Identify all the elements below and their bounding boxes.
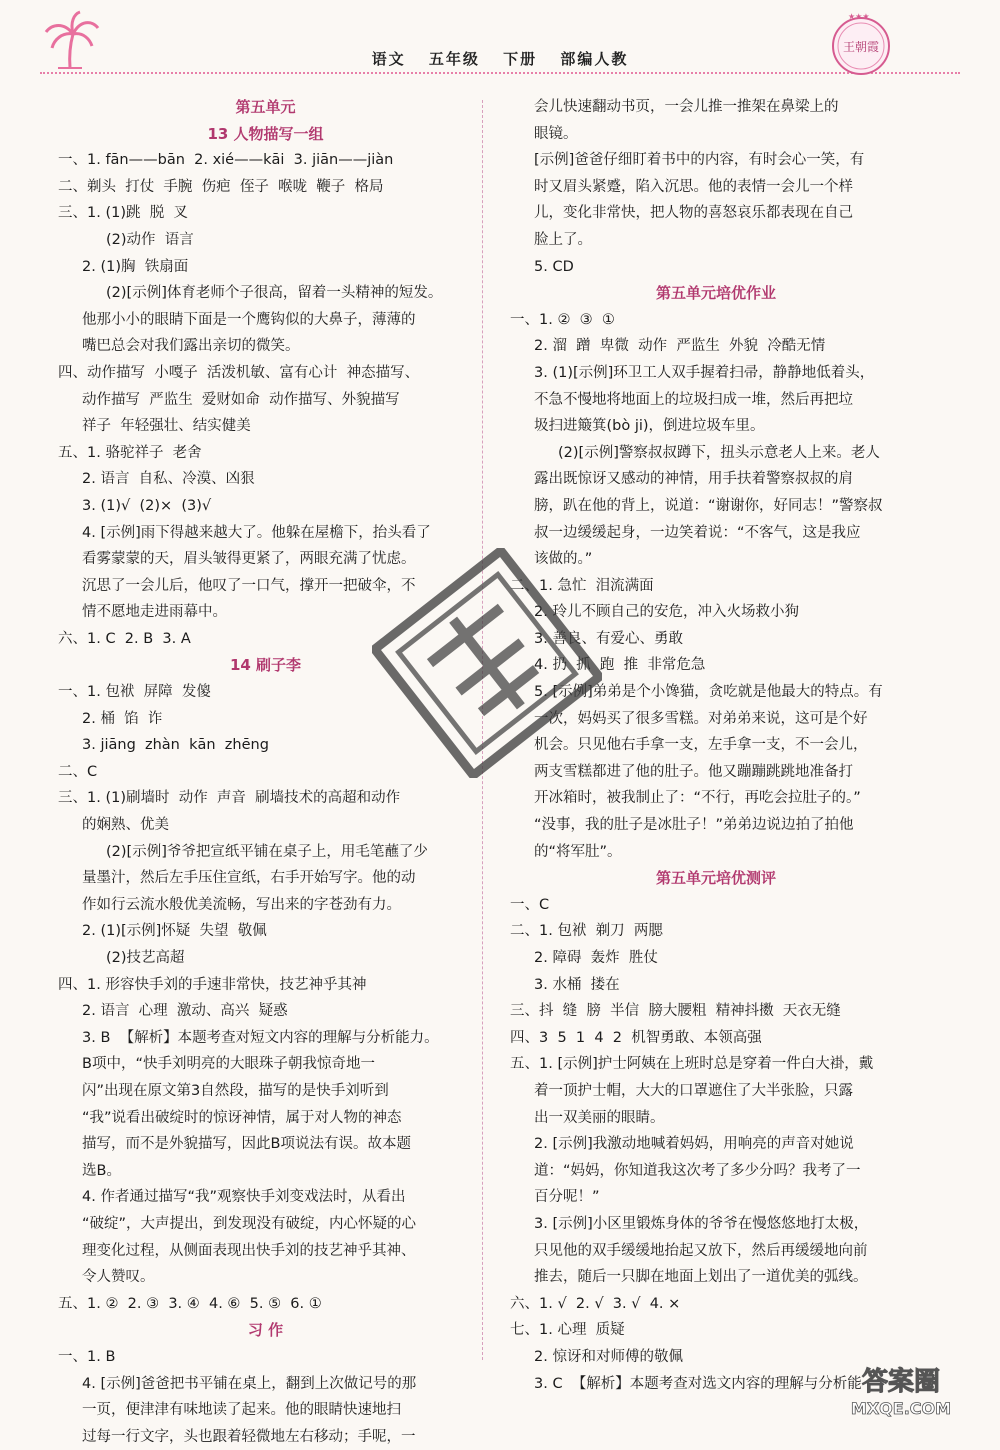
answer-line: 祥子 年轻强壮、结实健美: [82, 418, 251, 435]
logo-text: 王朝霞: [842, 40, 880, 54]
answer-line: (2)动作 语言: [106, 231, 194, 248]
answer-line: 情不愿地走进雨幕中。: [82, 604, 227, 621]
answer-line: 4. 扔 抓 跑 推 非常危急: [534, 657, 706, 674]
answer-line: 眼镜。: [534, 125, 578, 142]
answer-line: 4. [示例]雨下得越来越大了。他躲在屋檐下，抬头看了: [82, 524, 431, 541]
answer-line: 2. (1)[示例]怀疑 失望 敬佩: [82, 923, 267, 940]
answer-line: 五、1. [示例]护士阿姨在上班时总是穿着一件白大褂，戴: [510, 1056, 874, 1073]
answer-line: 二、1. 包袱 剃刀 两腮: [510, 923, 663, 940]
answer-line: 2. 惊讶和对师傅的敬佩: [534, 1348, 683, 1365]
answer-line: 一、1. fān——bān 2. xié——kāi 3. jiān——jiàn: [58, 152, 394, 169]
section-heading: 第五单元培优作业: [655, 284, 776, 303]
answer-line: 时又眉头紧蹙，陷入沉思。他的表情一会儿一个样: [534, 178, 853, 195]
section-heading: 第五单元: [235, 98, 296, 116]
answer-line: 一、1. ② ③ ①: [510, 311, 615, 328]
answer-line: 3. B 【解析】本题考查对短文内容的理解与分析能力。: [82, 1029, 439, 1046]
answer-line: 开冰箱时，被我制止了：“不行，再吃会拉肚子的。”: [534, 790, 861, 807]
answer-line: 过每一行文字，头也跟着轻微地左右移动；手呢，一: [82, 1428, 416, 1445]
answer-line: 2. 桶 馅 诈: [82, 710, 163, 727]
brand-logo: [826, 10, 896, 80]
answer-line: 3. (1)√ (2)× (3)√: [82, 497, 212, 514]
answer-line: (2)技艺高超: [106, 950, 185, 966]
answer-line: 四、3 5 1 4 2 机智勇敢、本领高强: [510, 1029, 762, 1046]
answer-line: 露出既惊讶又感动的神情，用手扶着警察叔叔的肩: [534, 471, 853, 488]
answer-line: 圾扫进簸箕(bò ji)，倒进垃圾车里。: [534, 418, 765, 435]
answer-line: 一、1. 包袱 屏障 发傻: [58, 684, 211, 701]
header-term: 下册: [503, 50, 538, 68]
answer-line: 四、动作描写 小嘎子 活泼机敏、富有心计 神态描写、: [58, 364, 420, 381]
answer-line: 3. jiāng zhàn kān zhēng: [82, 737, 269, 754]
answer-line: B项中，“快手刘明亮的大眼珠子朝我惊奇地一: [82, 1056, 375, 1073]
answer-line: 一、C: [510, 896, 550, 913]
answer-line: 选B。: [82, 1162, 121, 1179]
answer-line: 膀，趴在他的背上，说道：“谢谢你，好同志！”警察叔: [534, 497, 883, 514]
answer-line: 量墨汁，然后左手压住宣纸，右手开始写字。他的动: [82, 870, 416, 887]
answer-line: 五、1. ② 2. ③ 3. ④ 4. ⑥ 5. ⑤ 6. ①: [58, 1295, 322, 1312]
answer-line: 看雾蒙蒙的天，眉头皱得更紧了，两眼充满了忧虑。: [82, 551, 416, 568]
site-watermark: [826, 1360, 976, 1420]
answer-line: 3. C 【解析】本题考查对选文内容的理解与分析能: [534, 1375, 862, 1392]
answer-line: 着一顶护士帽，大大的口罩遮住了大半张脸，只露: [534, 1082, 853, 1099]
answer-line: “没事，我的肚子是冰肚子！”弟弟边说边拍了拍他: [534, 817, 854, 834]
answer-line: 二、剃头 打仗 手腕 伤疤 侄子 喉咙 鞭子 格局: [58, 178, 384, 195]
answer-line: [示例]爸爸仔细盯着书中的内容，有时会心一笑，有: [534, 152, 865, 169]
answer-line: 2. [示例]我激动地喊着妈妈，用响亮的声音对她说: [534, 1136, 854, 1153]
answer-line: 只见他的双手缓缓地抬起又放下，然后再缓缓地向前: [534, 1242, 868, 1259]
header-subject: 语文: [371, 50, 406, 68]
answer-line: 令人赞叹。: [82, 1269, 155, 1286]
answer-line: 2. 语言 心理 激动、高兴 疑惑: [82, 1003, 288, 1020]
answer-line: 三、1. (1)跳 脱 叉: [58, 205, 188, 222]
answer-line: 2. 语言 自私、冷漠、凶狠: [82, 471, 255, 488]
answer-line: 5. CD: [534, 258, 574, 275]
page-header: [0, 0, 1000, 80]
answer-line: 动作描写 严监生 爱财如命 动作描写、外貌描写: [82, 391, 400, 408]
section-heading: 13 人物描写一组: [207, 124, 324, 143]
answer-line: 4. 作者通过描写“我”观察快手刘变戏法时，从看出: [82, 1189, 406, 1206]
answer-line: 推去，随后一只脚在地面上划出了一道优美的弧线。: [534, 1269, 868, 1286]
answer-line: 2. 障碍 轰炸 胜仗: [534, 950, 658, 966]
section-heading: 第五单元培优测评: [655, 869, 776, 888]
answer-line: 不急不慢地将地面上的垃圾扫成一堆，然后再把垃: [534, 391, 853, 408]
answer-line: 描写，而不是外貌描写，因此B项说法有误。故本题: [82, 1136, 411, 1153]
site-logo-text: 答案圈: [861, 1367, 941, 1397]
answer-line: 儿，变化非常快，把人物的喜怒哀乐都表现在自己: [534, 205, 853, 222]
answer-line: 3. (1)[示例]环卫工人双手握着扫帚，静静地低着头，: [534, 364, 875, 381]
answer-line: 2. (1)胸 铁扇面: [82, 258, 189, 275]
answer-line: 一、1. B: [58, 1348, 116, 1365]
answer-line: 六、1. C 2. B 3. A: [58, 630, 191, 647]
answer-line: 一页，便津津有味地读了起来。他的眼睛快速地扫: [82, 1402, 401, 1419]
answer-line: 六、1. √ 2. √ 3. √ 4. ×: [510, 1295, 681, 1312]
answer-line: 3. [示例]小区里锻炼身体的爷爷在慢悠悠地打太极，: [534, 1215, 869, 1232]
answer-line: 该做的。”: [534, 551, 593, 568]
section-heading: 14 刷子李: [229, 656, 302, 675]
answer-line: 百分呢！”: [534, 1189, 600, 1206]
stamp-watermark: [372, 548, 602, 778]
answer-line: 他那小小的眼睛下面是一个鹰钩似的大鼻子，薄薄的: [82, 311, 416, 328]
answer-line: 会儿快速翻动书页，一会儿推一推架在鼻梁上的: [534, 99, 839, 115]
answer-line: (2)[示例]体育老师个子很高，留着一头精神的短发。: [106, 285, 443, 302]
answer-line: 两支雪糕都进了他的肚子。他又蹦蹦跳跳地准备打: [534, 763, 853, 780]
site-url-text: MXQE.COM: [850, 1399, 952, 1418]
answer-line: 二、1. 急忙 泪流满面: [510, 577, 654, 594]
answer-line: 叔一边缓缓起身，一边笑着说：“不客气，这是我应: [534, 524, 861, 541]
section-heading: 习 作: [247, 1321, 284, 1340]
answer-line: 三、抖 缝 膀 半信 膀大腰粗 精神抖擞 天衣无缝: [510, 1003, 841, 1020]
answer-line: 3. 善良、有爱心、勇敢: [534, 630, 683, 647]
header-dotted-rule: [40, 72, 960, 74]
answer-line: 理变化过程，从侧面表现出快手刘的技艺神乎其神、: [82, 1242, 416, 1259]
answer-line: 的娴熟、优美: [82, 817, 169, 834]
answer-line: 沉思了一会儿后，他叹了一口气，撑开一把破伞，不: [82, 577, 416, 594]
answer-line: (2)[示例]爷爷把宣纸平铺在桌子上，用毛笔蘸了少: [106, 843, 428, 860]
answer-line: 闪”出现在原文第3自然段，描写的是快手刘听到: [82, 1082, 389, 1099]
answer-line: 二、C: [58, 763, 98, 780]
answer-line: 道：“妈妈，你知道我这次考了多少分吗？我考了一: [534, 1162, 861, 1179]
answer-line: 5. [示例]弟弟是个小馋猫，贪吃就是他最大的特点。有: [534, 684, 883, 701]
answer-line: (2)[示例]警察叔叔蹲下，扭头示意老人上来。老人: [558, 444, 880, 461]
answer-line: 四、1. 形容快手刘的手速非常快，技艺神乎其神: [58, 976, 367, 993]
answer-line: 3. 水桶 搂在: [534, 976, 620, 993]
answer-line: 嘴巴总会对我们露出亲切的微笑。: [82, 338, 300, 355]
answer-line: 机会。只见他右手拿一支，左手拿一支，不一会儿，: [534, 737, 868, 754]
answer-line: 2. 玲儿不顾自己的安危，冲入火场救小狗: [534, 604, 799, 621]
svg-text:★★★: ★★★: [848, 12, 870, 21]
header-grade: 五年级: [428, 50, 480, 68]
answer-line: 脸上了。: [534, 231, 592, 248]
answer-line: 三、1. (1)刷墙时 动作 声音 刷墙技术的高超和动作: [58, 790, 401, 807]
answer-line: 2. 溜 蹭 卑微 动作 严监生 外貌 冷酷无情: [534, 338, 826, 355]
answer-line: 作如行云流水般优美流畅，写出来的字苍劲有力。: [82, 896, 401, 913]
answer-line: “破绽”，大声提出，到发现没有破绽，内心怀疑的心: [82, 1215, 417, 1232]
answer-line: 的“将军肚”。: [534, 843, 622, 860]
answer-line: 七、1. 心理 质疑: [510, 1322, 625, 1339]
answer-line: 出一双美丽的眼睛。: [534, 1109, 665, 1126]
answer-line: “我”说看出破绽时的惊讶神情，属于对人物的神态: [82, 1109, 402, 1126]
answer-line: 4. [示例]爸爸把书平铺在桌上，翻到上次做记号的那: [82, 1375, 417, 1392]
header-edition: 部编人教: [560, 50, 629, 68]
answer-line: 一次，妈妈买了很多雪糕。对弟弟来说，这可是个好: [534, 710, 868, 727]
answer-line: 五、1. 骆驼祥子 老舍: [58, 444, 202, 461]
